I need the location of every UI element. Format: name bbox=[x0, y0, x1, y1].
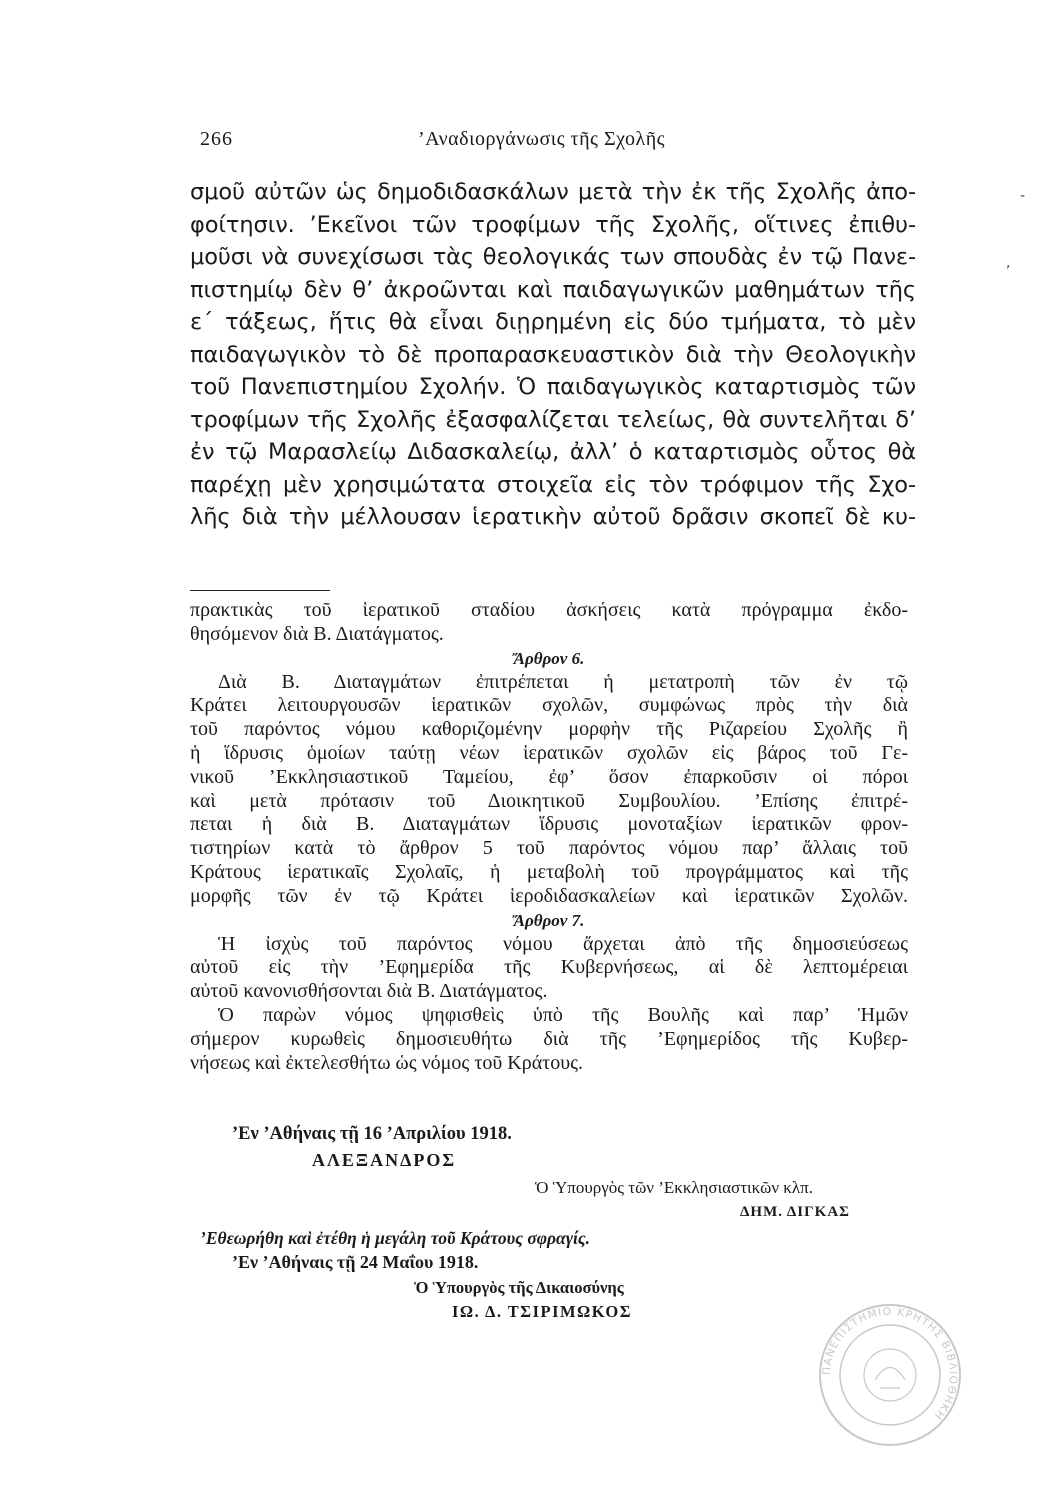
body-line: σμοῦ αὐτῶν ὡς δημοδιδασκάλων μετὰ τὴν ἐκ τῆς Σχολῆς ἀπο- bbox=[190, 179, 916, 205]
article-heading-6: Ἄρθρον 6. bbox=[513, 648, 585, 668]
stamp-outer-ring bbox=[820, 1305, 960, 1445]
footnote-line: Ἡ ἰσχὺς τοῦ παρόντος νόμου ἄρχεται ἀπὸ τῆς δημοσιεύσεως bbox=[218, 932, 908, 955]
page-header bbox=[0, 128, 1048, 160]
body-line: πιστημίῳ δὲν θ’ ἀκροῶνται καὶ παιδαγωγικῶν μαθημάτων τῆς bbox=[190, 276, 916, 303]
main-body-text bbox=[190, 176, 916, 534]
footnote-line: πεται ἡ διὰ Β. Διαταγμάτων ἵδρυσις μονοταξίων ἱερατικῶν φρον- bbox=[190, 813, 908, 836]
footnote-line: νήσεως καὶ ἐκτελεσθήτω ὡς νόμος τοῦ Κράτους. bbox=[190, 1051, 584, 1074]
footnote-line: νικοῦ ’Εκκλησιαστικοῦ Ταμείου, ἐφ’ ὅσον ἐπαρκοῦσιν οἱ πόροι bbox=[190, 765, 908, 788]
footnote-line: Διὰ Β. Διαταγμάτων ἐπιτρέπεται ἡ μετατροπὴ τῶν ἐν τῷ bbox=[218, 670, 908, 693]
footnote-line: αὐτοῦ εἰς τὴν ’Εφημερίδα τῆς Κυβερνήσεως, αἱ δὲ λεπτομέρειαι bbox=[190, 956, 908, 979]
body-line: μοῦσι νὰ συνεχίσωσι τὰς θεολογικάς των σπουδὰς ἐν τῷ Πανε- bbox=[190, 244, 916, 270]
footnote-text bbox=[190, 599, 908, 1075]
body-line: φοίτησιν. ’Εκεῖνοι τῶν τροφίμων τῆς Σχολῆς, οἵτινες ἐπιθυ- bbox=[190, 211, 916, 238]
body-line: λῆς διὰ τὴν μέλλουσαν ἱερατικὴν αὐτοῦ δρᾶσιν σκοπεῖ δὲ κυ- bbox=[190, 504, 916, 530]
footnote-line: θησόμενον διὰ Β. Διατάγματος. bbox=[190, 622, 444, 645]
footnote-line: τοῦ παρόντος νόμου καθοριζομένην μορφὴν τῆς Ριζαρείου Σχολῆς ἢ bbox=[190, 718, 908, 741]
minister-name: ΔΗΜ. ΔΙΓΚΑΣ bbox=[740, 1204, 850, 1220]
library-stamp bbox=[815, 1300, 965, 1450]
king-signature: ΑΛΕΞΑΝΔΡΟΣ bbox=[312, 1150, 457, 1170]
footnote-line: ἡ ἵδρυσις ὁμοίων ταύτῃ νέων ἱερατικῶν σχολῶν εἰς βάρος τοῦ Γε- bbox=[190, 741, 908, 764]
body-line: τοῦ Πανεπιστημίου Σχολήν. Ὁ παιδαγωγικὸς καταρτισμὸς τῶν bbox=[190, 374, 916, 400]
enactment-date: ’Εν ’Αθήναις τῇ 16 ’Απριλίου 1918. bbox=[232, 1124, 512, 1144]
margin-mark: , bbox=[1006, 255, 1011, 271]
footnote-line: Ὁ παρὼν νόμος ψηφισθεὶς ὑπὸ τῆς Βουλῆς καὶ παρ’ Ἡμῶν bbox=[218, 1003, 908, 1026]
seal-note: ’Εθεωρήθη καὶ ἐτέθη ἡ μεγάλη τοῦ Κράτους σφραγίς. bbox=[200, 1228, 591, 1248]
body-line: παρέχῃ μὲν χρησιμώτατα στοιχεῖα εἰς τὸν τρόφιμον τῆς Σχο- bbox=[190, 471, 916, 498]
footnote-line: αὐτοῦ κανονισθήσονται διὰ Β. Διατάγματος. bbox=[190, 980, 548, 1003]
stamp-emblem-figure bbox=[875, 1368, 905, 1389]
footnote-line: πρακτικὰς τοῦ ἱερατικοῦ σταδίου ἀσκήσεις κατὰ πρόγραμμα ἐκδο- bbox=[190, 599, 908, 621]
margin-mark: - bbox=[1020, 188, 1026, 204]
footnote-line: μορφῆς τῶν ἐν τῷ Κράτει ἱεροδιδασκαλείων καὶ ἱερατικῶν Σχολῶν. bbox=[190, 884, 908, 907]
running-title: ’Αναδιοργάνωσις τῆς Σχολῆς bbox=[418, 128, 666, 150]
seal-date: ’Εν ’Αθήναις τῇ 24 Μαΐου 1918. bbox=[232, 1252, 479, 1272]
page-number: 266 bbox=[200, 128, 233, 150]
footnote-line: Κράτους ἱερατικαῖς Σχολαῖς, ἡ μεταβολὴ τοῦ προγράμματος καὶ τῆς bbox=[190, 860, 908, 883]
footnote-line: Κράτει λειτουργουσῶν ἱερατικῶν σχολῶν, συμφώνως πρὸς τὴν διὰ bbox=[190, 694, 908, 717]
body-line: ε΄ τάξεως, ἥτις θὰ εἶναι διῃρημένη εἰς δύο τμήματα, τὸ μὲν bbox=[190, 309, 916, 335]
justice-minister-title: Ὁ Ὑπουργὸς τῆς Δικαιοσύνης bbox=[414, 1278, 624, 1297]
stamp-emblem bbox=[864, 1349, 916, 1401]
body-line: ἐν τῷ Μαρασλείῳ Διδασκαλείῳ, ἀλλ’ ὁ καταρτισμὸς οὗτος θὰ bbox=[190, 439, 916, 465]
stamp-text: ΠΑΝΕΠΙΣΤΗΜΙΟ ΚΡΗΤΗΣ ΒΙΒΛΙΟΘΗΚΗ bbox=[820, 1305, 960, 1423]
footnote-divider bbox=[190, 590, 330, 591]
body-line: τροφίμων τῆς Σχολῆς ἐξασφαλίζεται τελείως, θὰ συντελῆται δ’ bbox=[190, 406, 916, 433]
body-line: παιδαγωγικὸν τὸ δὲ προπαρασκευαστικὸν διὰ τὴν Θεολογικὴν bbox=[190, 341, 916, 368]
footnote-line: τιστηρίων κατὰ τὸ ἄρθρον 5 τοῦ παρόντος νόμου παρ’ ἄλλαις τοῦ bbox=[190, 837, 908, 860]
stamp-inner-ring bbox=[840, 1325, 940, 1425]
footnote-line: σήμερον κυρωθεὶς δημοσιευθήτω διὰ τῆς ’Εφημερίδος τῆς Κυβερ- bbox=[190, 1027, 908, 1050]
article-heading-7: Ἄρθρον 7. bbox=[513, 910, 585, 930]
footnote-line: καὶ μετὰ πρότασιν τοῦ Διοικητικοῦ Συμβουλίου. ’Επίσης ἐπιτρέ- bbox=[190, 789, 908, 812]
minister-title: Ὁ Ὑπουργὸς τῶν ’Εκκλησιαστικῶν κλπ. bbox=[535, 1178, 813, 1197]
justice-minister-name: ΙΩ. Δ. ΤΣΙΡΙΜΩΚΟΣ bbox=[452, 1302, 633, 1321]
